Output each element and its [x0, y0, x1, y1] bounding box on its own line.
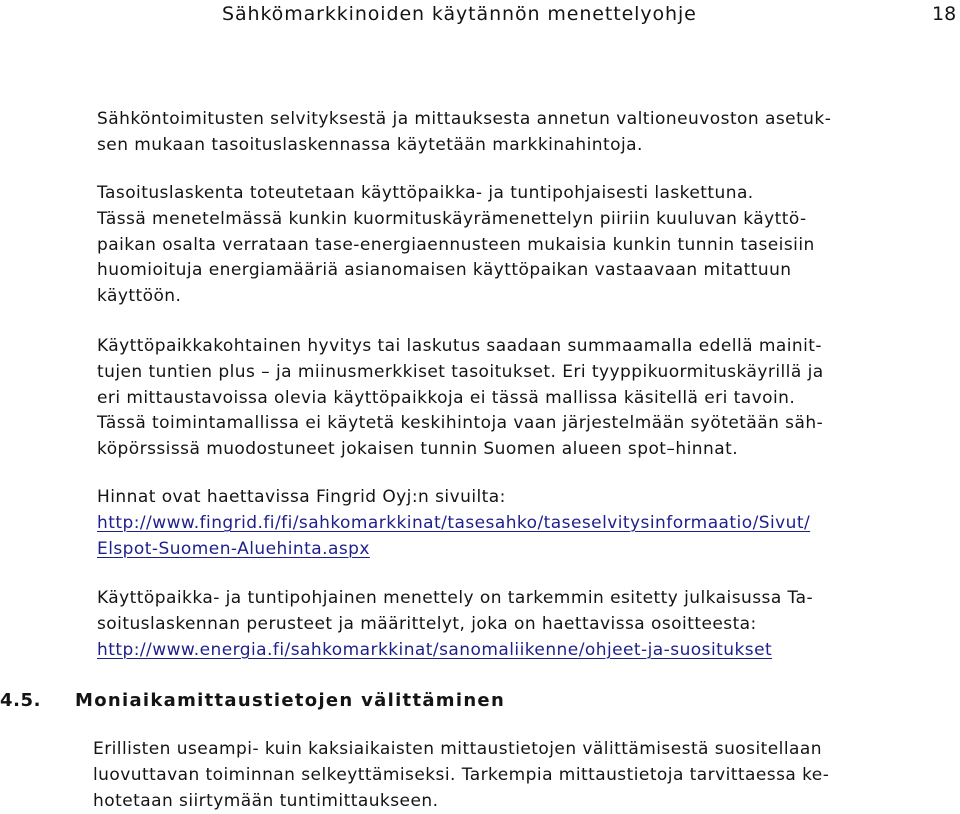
text-line: soituslaskennan perusteet ja määrittelyt, joka on haettavissa osoitteesta: — [97, 613, 757, 634]
fingrid-link-continuation[interactable]: Elspot-Suomen-Aluehinta.aspx — [97, 538, 370, 559]
text-line: Käyttöpaikka- ja tuntipohjainen menettely on tarkemmin esitetty julkaisussa Ta- — [97, 588, 814, 608]
text-line: Sähköntoimitusten selvityksestä ja mittauksesta annetun valtioneuvoston asetuk- — [97, 109, 832, 129]
paragraph-hyvitys — [0, 334, 960, 463]
text-line: huomioituja energiamääriä asianomaisen käyttöpaikan vastaavaan mitattuun — [97, 260, 792, 281]
text-line: köpörssissä muodostuneet jokaisen tunnin Suomen alueen spot–hinnat. — [97, 439, 739, 460]
text-line: sen mukaan tasoituslaskennassa käytetään markkinahintoja. — [97, 134, 643, 155]
fingrid-link[interactable]: http://www.fingrid.fi/fi/sahkomarkkinat/tasesahko/taseselvitysinformaatio/Sivut/ — [97, 512, 811, 533]
paragraph-hinnat — [0, 485, 960, 562]
text-line: Tässä menetelmässä kunkin kuormituskäyrämenettelyn piiriin kuuluvan käyttö- — [97, 208, 807, 229]
text-line: Tasoituslaskenta toteutetaan käyttöpaikka- ja tuntipohjaisesti laskettuna. — [97, 183, 754, 203]
paragraph-asetus — [0, 107, 960, 159]
section-title: Moniaikamittaustietojen välittäminen — [75, 690, 506, 711]
page-number: 18 — [932, 3, 957, 25]
text-line: Erillisten useampi- kuin kaksiaikaisten mittaustietojen välittämisestä suositellaan — [93, 739, 822, 759]
paragraph-julkaisu — [0, 586, 960, 663]
page-header — [0, 0, 960, 30]
text-line: luovuttavan toiminnan selkeyttämiseksi. Tarkempia mittaustietoja tarvittaessa ke- — [93, 764, 830, 785]
text-line: Hinnat ovat haettavissa Fingrid Oyj:n sivuilta: — [97, 487, 506, 507]
text-line: hotetaan siirtymään tuntimittaukseen. — [93, 790, 439, 811]
paragraph-tasoituslaskenta — [0, 181, 960, 310]
text-line: Tässä toimintamallissa ei käytetä keskihintoja vaan järjestelmään syötetään säh- — [97, 413, 824, 434]
text-line: eri mittaustavoissa olevia käyttöpaikkoja ei tässä mallissa käsitellä eri tavoin. — [97, 387, 796, 408]
energia-link[interactable]: http://www.energia.fi/sahkomarkkinat/sanomaliikenne/ohjeet-ja-suositukset — [97, 639, 773, 660]
document-title: Sähkömarkkinoiden käytännön menettelyohje — [222, 3, 697, 25]
text-line: Käyttöpaikkakohtainen hyvitys tai laskutus saadaan summaamalla edellä mainit- — [97, 336, 822, 356]
text-line: tujen tuntien plus – ja miinusmerkkiset tasoitukset. Eri tyyppikuormituskäyrillä ja — [97, 361, 824, 382]
paragraph-moniaikamittaus — [0, 737, 960, 814]
text-line: käyttöön. — [97, 286, 182, 307]
text-line: paikan osalta verrataan tase-energiaennusteen mukaisia kunkin tunnin taseisiin — [97, 234, 815, 255]
section-number: 4.5. — [0, 690, 42, 711]
